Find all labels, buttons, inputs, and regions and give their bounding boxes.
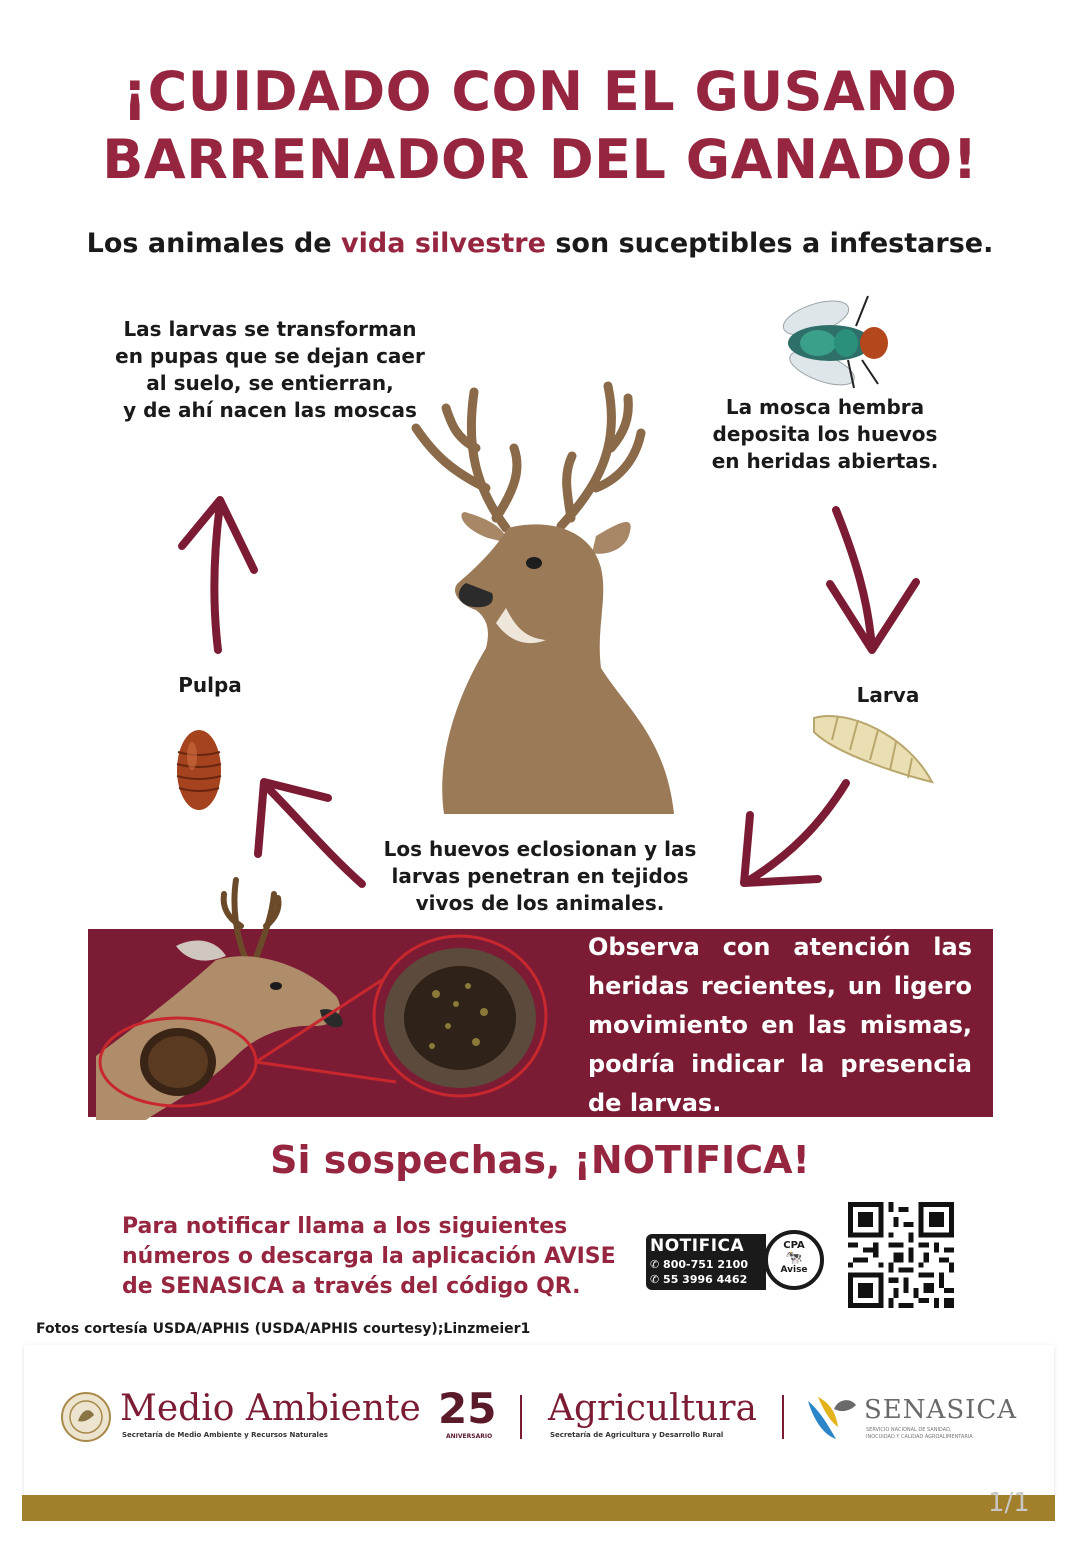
fly-image xyxy=(778,288,898,393)
phone-1 xyxy=(650,1258,748,1271)
pupa-text-line: Las larvas se transforman xyxy=(123,317,417,341)
subtitle-pre: Los animales de xyxy=(86,228,342,259)
mexico-seal-icon xyxy=(60,1391,112,1443)
hatch-text-line: vivos de los animales. xyxy=(415,891,665,915)
agricultura-logo: Agricultura xyxy=(548,1388,757,1429)
instruction-line: de SENASICA a través del código QR. xyxy=(122,1274,581,1299)
phone-2 xyxy=(650,1273,747,1286)
fly-text-line: La mosca hembra xyxy=(725,395,925,419)
pupa-stage-text xyxy=(100,316,440,424)
agricultura-subtitle: Secretaría de Agricultura y Desarrollo Rural xyxy=(550,1431,724,1439)
page-indicator: 1/1 xyxy=(988,1488,1030,1518)
medio-ambiente-subtitle: Secretaría de Medio Ambiente y Recursos Naturales xyxy=(122,1431,328,1439)
pupa-text-line: y de ahí nacen las moscas xyxy=(123,398,417,422)
wounded-deer-image xyxy=(96,876,566,1120)
fly-text-line: deposita los huevos xyxy=(712,422,938,446)
title-line-1: ¡CUIDADO CON EL GUSANO xyxy=(122,60,958,123)
fly-stage-text xyxy=(700,394,950,475)
anniversary-label: ANIVERSARIO xyxy=(446,1433,493,1440)
subtitle xyxy=(40,228,1040,259)
qr-code-icon[interactable] xyxy=(848,1202,954,1308)
medio-ambiente-logo: Medio Ambiente xyxy=(120,1388,421,1429)
pulpa-label: Pulpa xyxy=(178,673,242,697)
subtitle-post: son suceptibles a infestarse. xyxy=(545,228,994,259)
anniversary-number: 25 xyxy=(438,1384,497,1433)
instruction-line: Para notificar llama a los siguientes xyxy=(122,1214,568,1239)
subtitle-highlight: vida silvestre xyxy=(341,228,546,259)
avise-text: Avise xyxy=(780,1265,808,1275)
cpa-text: CPA xyxy=(783,1240,805,1251)
gold-bar xyxy=(22,1495,1055,1521)
notifica-badge[interactable] xyxy=(646,1234,826,1290)
pupa-text-line: en pupas que se dejan caer xyxy=(115,344,425,368)
arrow-down-left-icon xyxy=(730,775,860,893)
instruction-line: números o descarga la aplicación AVISE xyxy=(122,1244,616,1269)
phone-icon: ✆ xyxy=(650,1258,664,1271)
photo-credit: Fotos cortesía USDA/APHIS (USDA/APHIS courtesy);Linzmeier1 xyxy=(36,1321,531,1337)
arrow-up-left-icon xyxy=(248,768,372,892)
badge-title: NOTIFICA xyxy=(650,1236,745,1256)
senasica-subtitle-1: SERVICIO NACIONAL DE SANIDAD, xyxy=(866,1427,952,1433)
larva-label: Larva xyxy=(856,683,920,707)
senasica-subtitle-2: INOCUIDAD Y CALIDAD AGROALIMENTARIA xyxy=(866,1434,973,1440)
warning-text: Observa con atención las heridas recientes, un ligero movimiento en las mismas, podría indicar la presencia de larvas. xyxy=(588,933,972,1117)
phone-1-number: 800-751 2100 xyxy=(663,1258,748,1271)
avise-logo xyxy=(764,1230,824,1290)
whatsapp-icon: ✆ xyxy=(650,1273,664,1286)
fly-text-line: en heridas abiertas. xyxy=(711,449,939,473)
hatch-text-line: larvas penetran en tejidos xyxy=(391,864,689,888)
poster-title xyxy=(60,58,1020,194)
arrow-down-icon xyxy=(818,500,928,660)
footer-logos xyxy=(24,1345,1054,1495)
senasica-emblem-icon xyxy=(804,1391,860,1443)
notify-instructions xyxy=(122,1212,642,1302)
divider xyxy=(520,1395,522,1439)
hatch-text-line: Los huevos eclosionan y las xyxy=(383,837,697,861)
pupa-image xyxy=(172,726,226,814)
title-line-2: BARRENADOR DEL GANADO! xyxy=(102,128,978,191)
cow-icon: 🐄 xyxy=(785,1250,803,1266)
notify-heading: Si sospechas, ¡NOTIFICA! xyxy=(270,1138,810,1182)
senasica-logo: SENASICA xyxy=(864,1395,1018,1425)
phone-2-number: 55 3996 4462 xyxy=(663,1273,748,1286)
divider xyxy=(782,1395,784,1439)
pupa-text-line: al suelo, se entierran, xyxy=(146,371,394,395)
deer-image xyxy=(396,378,686,814)
arrow-up-icon xyxy=(170,490,270,660)
